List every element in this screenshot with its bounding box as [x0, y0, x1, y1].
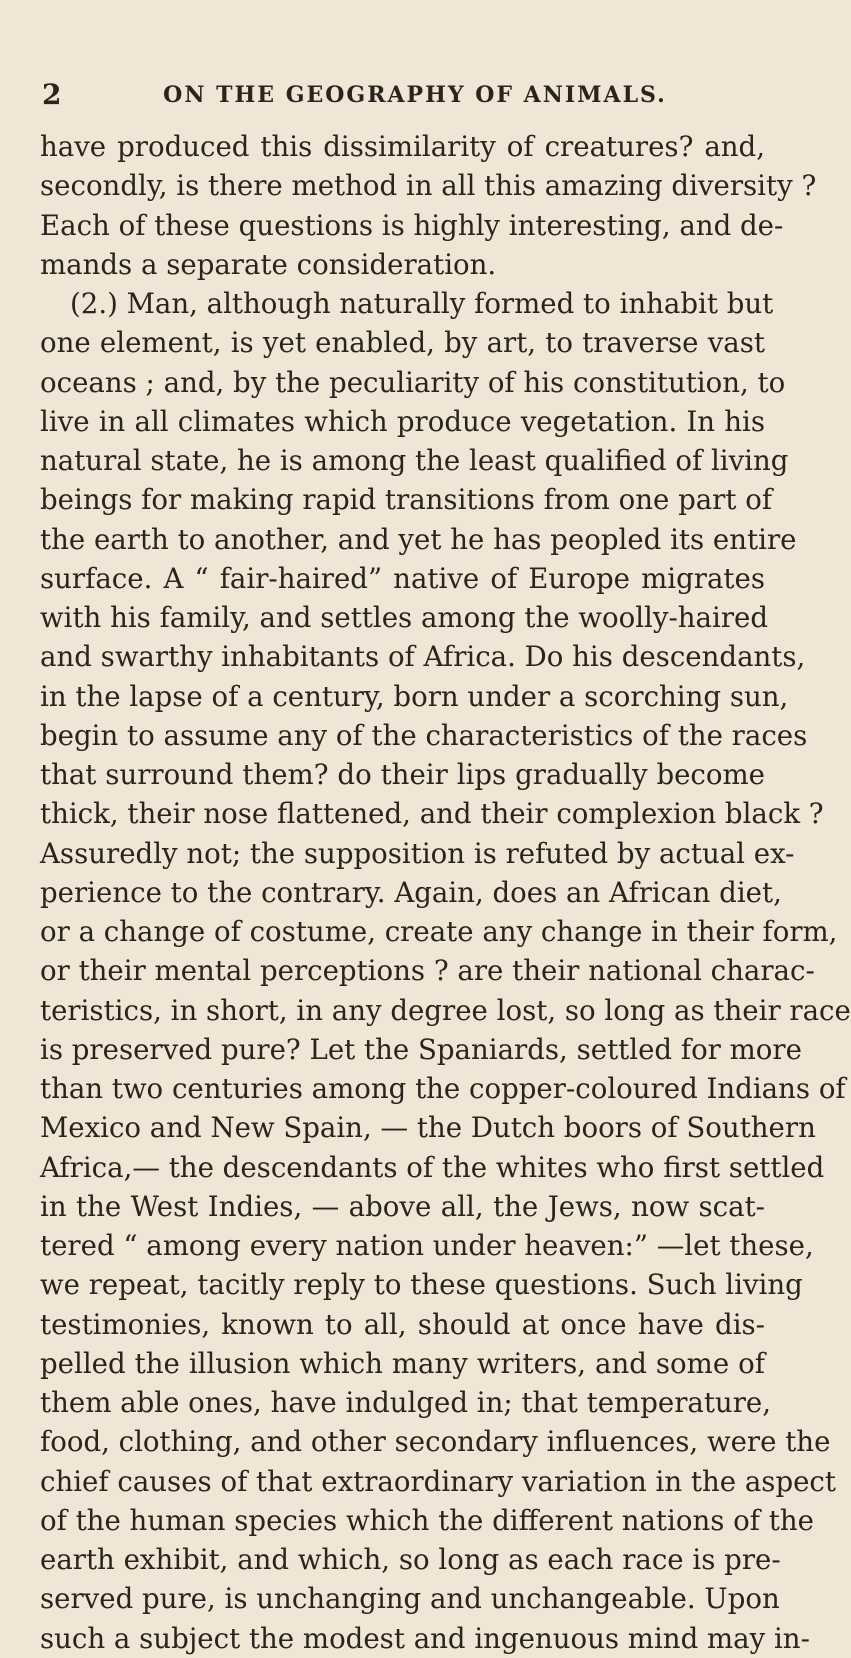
text-line: perience to the contrary. Again, does an African diet,: [40, 875, 782, 909]
text-line: Mexico and New Spain, — the Dutch boors of Southern: [40, 1111, 816, 1145]
text-line: natural state, he is among the least qualified of living: [40, 444, 789, 477]
text-line: in the lapse of a century, born under a scorching sun,: [40, 679, 789, 713]
text-line: or their mental perceptions ? are their national charac-: [40, 954, 815, 988]
text-line: thick, their nose flattened, and their complexion black ?: [40, 797, 824, 831]
text-line: Assuredly not; the supposition is refuted by actual ex-: [40, 836, 795, 870]
text-line: than two centuries among the copper-coloured Indians of: [40, 1072, 846, 1105]
body-text: [40, 127, 851, 1658]
text-line: (2.) Man, although naturally formed to inhabit but: [70, 287, 774, 320]
text-line: we repeat, tacitly reply to these questions. Such living: [40, 1268, 803, 1302]
text-line: chief causes of that extraordinary variation in the aspect: [40, 1464, 836, 1498]
text-line: them able ones, have indulged in; that temperature,: [40, 1386, 771, 1419]
text-line: that surround them? do their lips gradually become: [40, 758, 765, 791]
text-line: pelled the illusion which many writers, and some of: [40, 1346, 765, 1380]
text-line: of the human species which the different nations of the: [40, 1503, 814, 1537]
text-line: the earth to another, and yet he has peopled its entire: [40, 522, 797, 556]
text-line: is preserved pure? Let the Spaniards, settled for more: [40, 1032, 802, 1066]
text-line: food, clothing, and other secondary influences, were the: [40, 1425, 831, 1459]
text-line: secondly, is there method in all this amazing diversity ?: [40, 169, 817, 203]
text-line: such a subject the modest and ingenuous mind may in-: [40, 1621, 810, 1655]
text-line: and swarthy inhabitants of Africa. Do his descendants,: [40, 640, 806, 674]
text-line: teristics, in short, in any degree lost, so long as their race: [40, 993, 851, 1027]
text-line: surface. A “ fair-haired” native of Europe migrates: [40, 561, 765, 595]
text-line: earth exhibit, and which, so long as each race is pre-: [40, 1543, 781, 1576]
text-line: begin to assume any of the characteristics of the races: [40, 718, 808, 752]
text-line: mands a separate consideration.: [40, 247, 497, 281]
text-line: beings for making rapid transitions from one part of: [40, 483, 773, 517]
text-line: Each of these questions is highly interesting, and de-: [40, 208, 784, 242]
text-line: in the West Indies, — above all, the Jews, now scat-: [40, 1189, 765, 1223]
page-number: 2: [42, 78, 62, 111]
running-head: ON THE GEOGRAPHY OF ANIMALS.: [163, 82, 667, 108]
text-line: testimonies, known to all, should at once have dis-: [40, 1307, 765, 1341]
text-line: one element, is yet enabled, by art, to traverse vast: [40, 326, 765, 360]
page-header: [40, 78, 760, 112]
text-line: have produced this dissimilarity of creatures? and,: [40, 130, 765, 163]
text-line: or a change of costume, create any change in their form,: [40, 915, 838, 948]
text-line: with his family, and settles among the woolly-haired: [40, 601, 768, 634]
text-line: tered “ among every nation under heaven:” —let these,: [40, 1229, 814, 1262]
text-line: served pure, is unchanging and unchangeable. Upon: [40, 1582, 780, 1616]
text-line: oceans ; and, by the peculiarity of his constitution, to: [40, 365, 786, 399]
text-line: live in all climates which produce vegetation. In his: [40, 404, 765, 438]
text-line: Africa,— the descendants of the whites who first settled: [40, 1150, 825, 1184]
